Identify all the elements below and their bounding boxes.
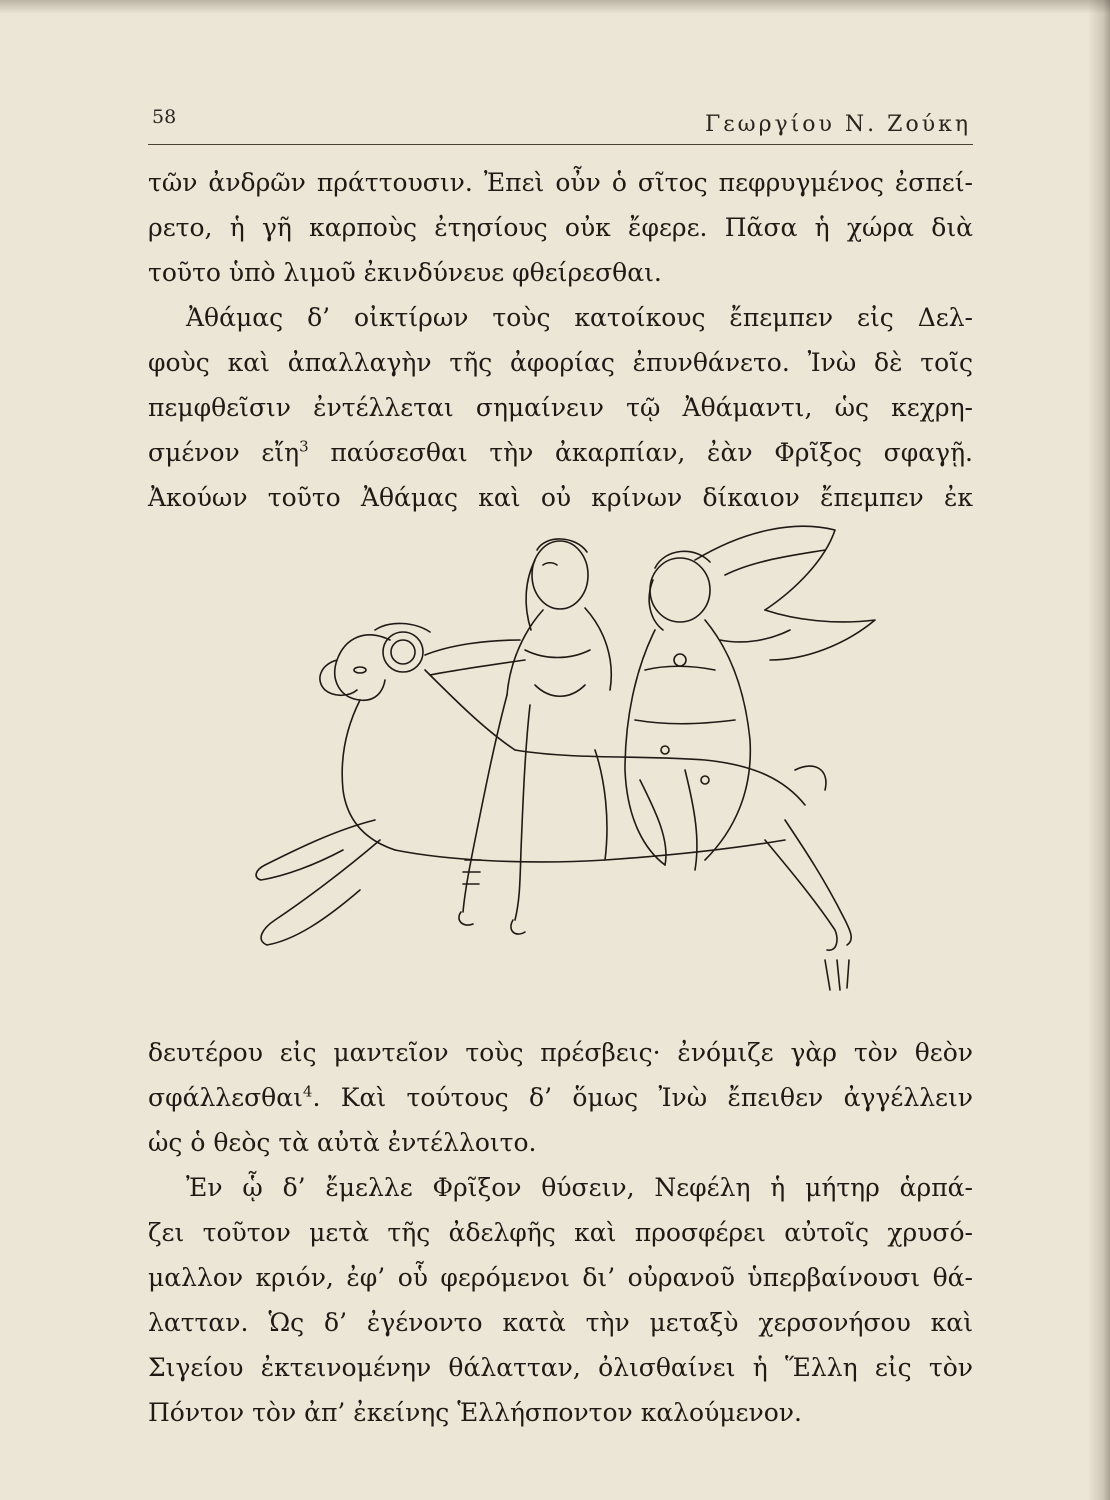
text-line: Ἀκούων τοῦτο Ἀθάμας καὶ οὐ κρίνων δίκαιον ἔπεμπεν ἐκ [148, 483, 973, 512]
text-line: Ἀθάμας δ’ οἰκτίρων τοὺς κατοίκους ἔπεμπεν εἰς Δελ- [186, 303, 973, 332]
text-line: ρετο, ἡ γῆ καρποὺς ἐτησίους οὐκ ἔφερε. Πᾶσα ἡ χώρα διὰ [148, 213, 973, 242]
illustration-drawing [225, 520, 885, 1010]
running-head: Γεωργίου Ν. Ζούκη [705, 112, 971, 137]
text-line: Σιγείου ἐκτεινομένην θάλατταν, ὀλισθαίνει ἡ Ἕλλη εἰς τὸν [148, 1353, 973, 1382]
text-fragment: σμένον εἴη [148, 438, 300, 467]
text-line: τοῦτο ὑπὸ λιμοῦ ἐκινδύνευε φθείρεσθαι. [148, 258, 662, 287]
text-line: ζει τοῦτον μετὰ τῆς ἀδελφῆς καὶ προσφέρει αὐτοῖς χρυσό- [148, 1218, 973, 1247]
text-line: μαλλον κριόν, ἐφ’ οὗ φερόμενοι δι’ οὐρανοῦ ὑπερβαίνουσι θά- [148, 1263, 973, 1292]
page-shadow-top [0, 0, 1110, 14]
text-line [148, 1075, 973, 1120]
text-line: Πόντον τὸν ἀπ’ ἐκείνης Ἑλλήσποντον καλούμενον. [148, 1398, 802, 1427]
text-fragment: . Καὶ τούτους δ’ ὅμως Ἰνὼ ἔπειθεν ἀγγέλλειν [312, 1083, 973, 1112]
text-line: πεμφθεῖσιν ἐντέλλεται σημαίνειν τῷ Ἀθάμαντι, ὡς κεχρη- [148, 393, 973, 422]
paragraph-3 [148, 1030, 973, 1165]
paragraph-4 [148, 1165, 973, 1435]
text-line: φοὺς καὶ ἀπαλλαγὴν τῆς ἀφορίας ἐπυνθάνετο. Ἰνὼ δὲ τοῖς [148, 348, 973, 377]
text-fragment: παύσεσθαι τὴν ἀκαρπίαν, ἐὰν Φρῖξος σφαγῇ. [308, 438, 974, 467]
text-line: λατταν. Ὡς δ’ ἐγένοντο κατὰ τὴν μεταξὺ χερσονήσου καὶ [148, 1308, 973, 1337]
illustration-phrixus-helle-ram [225, 520, 885, 1010]
text-line [148, 430, 973, 475]
page-number: 58 [152, 106, 177, 128]
footnote-ref: 4 [302, 1082, 313, 1101]
text-line: δευτέρου εἰς μαντεῖον τοὺς πρέσβεις· ἐνόμιζε γὰρ τὸν θεὸν [148, 1038, 973, 1067]
text-line: ὡς ὁ θεὸς τὰ αὐτὰ ἐντέλλοιτο. [148, 1128, 537, 1157]
page-shadow-right [1088, 0, 1110, 1500]
text-fragment: σφάλλεσθαι [148, 1083, 303, 1112]
paragraph-2 [148, 295, 973, 520]
page-header [148, 100, 973, 145]
footnote-ref: 3 [299, 437, 309, 456]
paragraph-1 [148, 160, 973, 295]
text-line: τῶν ἀνδρῶν πράττουσιν. Ἐπεὶ οὖν ὁ σῖτος πεφρυγμένος ἐσπεί- [148, 168, 973, 197]
text-line: Ἐν ᾧ δ’ ἔμελλε Φρῖξον θύσειν, Νεφέλη ἡ μήτηρ ἁρπά- [186, 1173, 973, 1202]
